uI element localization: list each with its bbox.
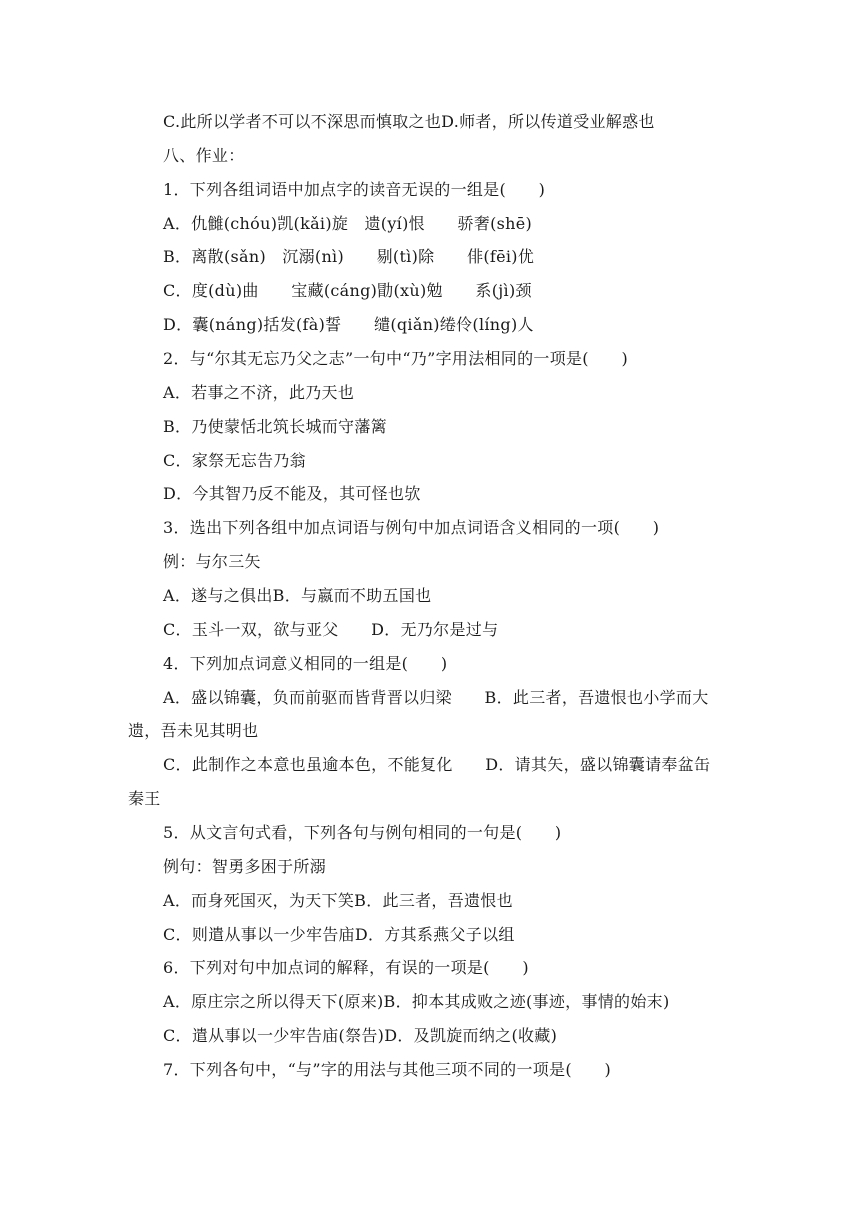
option-line: D．囊(náng)括发(fà)誓 缱(qiǎn)绻伶(líng)人	[163, 315, 534, 334]
option-line: C．此制作之本意也虽逾本色，不能复化 D．请其矢，盛以锦囊请奉盆缶	[163, 755, 711, 774]
example-line: 例：与尔三矢	[163, 552, 261, 571]
option-line: A．遂与之俱出B．与嬴而不助五国也	[163, 586, 432, 605]
option-line: B．离散(sǎn) 沉溺(nì) 剔(tì)除 俳(fēi)优	[163, 247, 535, 266]
question-line: 5．从文言句式看，下列各句与例句相同的一句是( )	[163, 823, 562, 842]
option-line: C．则遣从事以一少牢告庙D．方其系燕父子以组	[163, 925, 515, 944]
question-line: 2．与“尔其无忘乃父之志”一句中“乃”字用法相同的一项是( )	[163, 349, 628, 368]
question-line: 1．下列各组词语中加点字的读音无误的一组是( )	[163, 180, 546, 199]
question-line: 3．选出下列各组中加点词语与例句中加点词语含义相同的一项( )	[163, 518, 660, 537]
example-line: 例句：智勇多困于所溺	[163, 857, 327, 876]
option-line: C．家祭无忘告乃翁	[163, 451, 306, 470]
text-line: C.此所以学者不可以不深思而慎取之也D.师者，所以传道受业解惑也	[163, 112, 655, 131]
option-line: C．度(dù)曲 宝藏(cáng)勖(xù)勉 系(jì)颈	[163, 281, 532, 300]
option-line: A．若事之不济，此乃天也	[163, 383, 355, 402]
option-line: A．原庄宗之所以得天下(原来)B．抑本其成败之迹(事迹，事情的始末)	[163, 992, 670, 1011]
option-line: C．遣从事以一少牢告庙(祭告)D．及凯旋而纳之(收藏)	[163, 1026, 558, 1045]
question-line: 6．下列对句中加点词的解释，有误的一项是( )	[163, 958, 529, 977]
option-line: C．玉斗一双，欲与亚父 D．无乃尔是过与	[163, 620, 499, 639]
question-line: 4．下列加点词意义相同的一组是( )	[163, 654, 448, 673]
option-line: B．乃使蒙恬北筑长城而守藩篱	[163, 417, 387, 436]
question-line: 7．下列各句中，“与”字的用法与其他三项不同的一项是( )	[163, 1060, 612, 1079]
option-line-continued: 遗，吾未见其明也	[128, 721, 259, 740]
option-line-continued: 秦王	[128, 789, 161, 808]
section-heading: 八、作业：	[163, 146, 245, 165]
option-line: A．盛以锦囊，负而前驱而皆背晋以归梁 B．此三者，吾遗恨也小学而大	[163, 688, 709, 707]
option-line: D．今其智乃反不能及，其可怪也欤	[163, 484, 421, 503]
option-line: A．而身死国灭，为天下笑B．此三者，吾遗恨也	[163, 891, 513, 910]
option-line: A．仇雠(chóu)凯(kǎi)旋 遗(yí)恨 骄奢(shē)	[163, 214, 533, 233]
